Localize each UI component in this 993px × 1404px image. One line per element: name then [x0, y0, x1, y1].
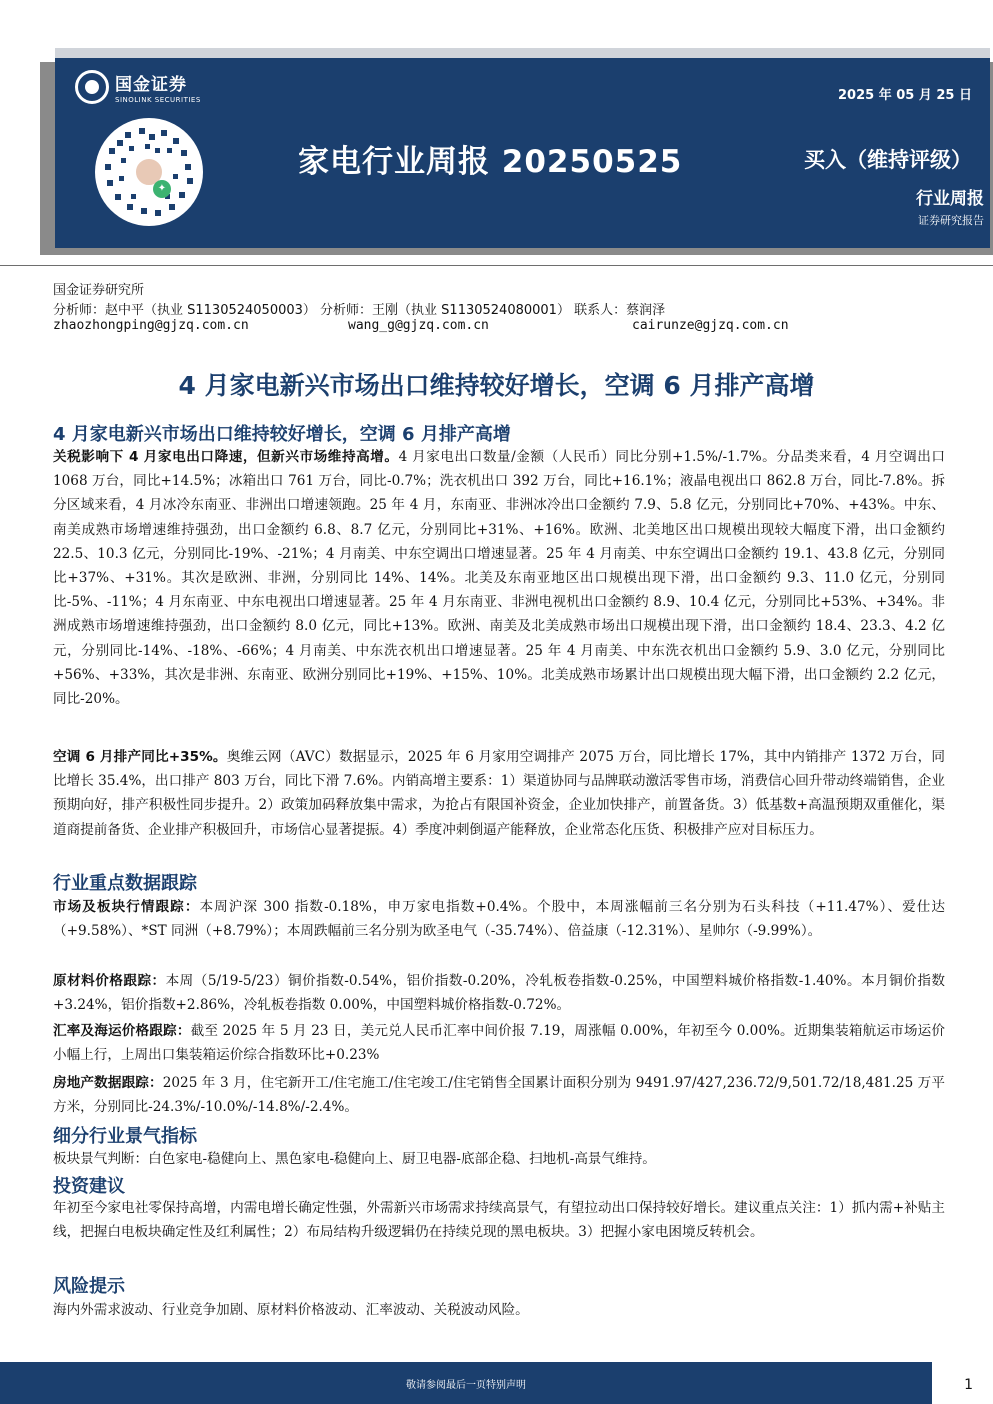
- brand-text: [115, 70, 201, 104]
- lead-fx: 汇率及海运价格跟踪：: [53, 1023, 191, 1039]
- section-title-risk: 风险提示: [53, 1276, 125, 1297]
- lead-material: 原材料价格跟踪：: [53, 973, 166, 989]
- email-link-wang[interactable]: wang_g@gjzq.com.cn: [348, 318, 489, 333]
- report-banner: [55, 48, 990, 248]
- lead-market: 市场及板块行情跟踪：: [53, 899, 200, 915]
- section-body-investment: 年初至今家电社零保持高增，内需电增长确定性强，外需新兴市场需求持续高景气，有望拉动出口保持较好增长。建议重点关注：1）抓内需+补贴主线，把握白电板块确定性及红利属性；2）布局结构升级逻辑仍在持续兑现的黑电板块。3）把握小家电困境反转机会。: [53, 1200, 945, 1241]
- header-divider: [0, 265, 993, 266]
- rating-badge: 买入（维持评级）: [804, 148, 972, 172]
- banner-stripe: [55, 48, 990, 58]
- lead-export: 关税影响下 4 月家电出口降速，但新兴市场维持高增。: [53, 449, 399, 465]
- page-footer: [0, 1362, 932, 1404]
- sinolink-logo-icon: [75, 70, 109, 104]
- lead-property: 房地产数据跟踪：: [53, 1075, 163, 1091]
- qr-code-icon: [95, 118, 203, 226]
- body-material: 本周（5/19-5/23）铜价指数-0.54%，铝价指数-0.20%，冷轧板卷指数-0.25%，中国塑料城价格指数-1.40%。本月铜价指数+3.24%，铝价指数+2.86%，冷轧板卷指数 0.00%，中国塑料城价格指数-0.72%。: [53, 973, 945, 1014]
- section-body-risk: 海内外需求波动、行业竞争加剧、原材料价格波动、汇率波动、关税波动风险。: [53, 1302, 529, 1318]
- mini-program-icon: ✦: [153, 180, 171, 198]
- report-type: 行业周报: [916, 189, 984, 209]
- fx-tracking: [53, 1019, 945, 1067]
- report-headline: 4 月家电新兴市场出口维持较好增长，空调 6 月排产高增: [178, 371, 815, 400]
- section-body-prosperity: 板块景气判断：白色家电-稳健向上、黑色家电-稳健向上、厨卫电器-底部企稳、扫地机-高景气维持。: [53, 1151, 656, 1167]
- section-title-data: 行业重点数据跟踪: [53, 873, 197, 894]
- property-tracking: [53, 1071, 945, 1119]
- brand-name-cn: 国金证券: [115, 75, 187, 95]
- email-link-cai[interactable]: cairunze@gjzq.com.cn: [632, 318, 789, 333]
- section-title-prosperity: 细分行业景气指标: [53, 1126, 197, 1147]
- section-body-ac: [53, 745, 945, 842]
- section-body-export: [53, 445, 945, 711]
- body-export: 4 月家电出口数量/金额（人民币）同比分别+1.5%/-1.7%。分品类来看，4 月空调出口 1068 万台，同比+14.5%；冰箱出口 761 万台，同比-0.7%；洗衣机出口 392 万台，同比+16.1%；液晶电视出口 862.8 万台，同比-7.8%。拆分区域来看，4 月冰冷东南亚、非洲出口增速领跑。25 年 4 月，东南亚、非洲冰冷出口金额约 7.9、5.8 亿元，分别同比+70%、+43%。中东、南美成熟市场增速维持强劲，出口金额约 6.8、8.7 亿元，分别同比+31%、+16%。欧洲、北美地区出口规模出现较大幅度下滑，出口金额约 22.5、10.3 亿元，分别同比-19%、-21%；4 月南美、中东空调出口增速显著。25 年 4 月南美、中东空调出口金额约 19.1、43.8 亿元，分别同比+37%、+31%。其次是欧洲、非洲，分别同比 14%、14%。北美及东南亚地区出口规模出现下滑，出口金额约 9.3、11.0 亿元，分别同比-5%、-11%；4 月东南亚、中东电视出口增速显著。25 年 4 月东南亚、非洲电视机出口金额约 8.9、10.4 亿元，分别同比+53%、+34%。非洲成熟市场增速维持强劲，出口金额约 8.0 亿元，同比+13%。欧洲、南美及北美成熟市场出口规模出现下滑，出口金额约 18.4、23.3、4.2 亿元，分别同比-14%、-18%、-66%；4 月南美、中东洗衣机出口增速显著。25 年 4 月南美、中东洗衣机出口金额约 5.9、3.0 亿元，分别同比+56%、+33%，其次是非洲、东南亚、欧洲分别同比+19%、+15%、10%。北美成熟市场累计出口规模出现大幅下滑，出口金额约 2.2 亿元，同比-20%。: [53, 449, 945, 708]
- material-tracking: [53, 969, 945, 1017]
- body-fx: 截至 2025 年 5 月 23 日，美元兑人民币汇率中间价报 7.19，周涨幅 0.00%，年初至今 0.00%。近期集装箱航运市场运价小幅上行，上周出口集装箱运价综合指数环比+0.23%: [53, 1023, 945, 1064]
- brand-logo: [75, 70, 201, 104]
- footer-notice: 敬请参阅最后一页特别声明: [406, 1380, 526, 1391]
- lead-ac: 空调 6 月排产同比+35%。: [53, 749, 227, 765]
- report-date: 2025 年 05 月 25 日: [838, 88, 972, 103]
- body-ac: 奥维云网（AVC）数据显示，2025 年 6 月家用空调排产 2075 万台，同比增长 17%，其中内销排产 1372 万台，同比增长 35.4%，出口排产 803 万台，同比下滑 7.6%。内销高增主要系：1）渠道协同与品牌联动激活零售市场，消费信心回升带动终端销售，企业预期向好，排产积极性同步提升。2）政策加码释放集中需求，为抢占有限国补资金，企业加快排产，前置备货。3）低基数+高温预期双重催化，渠道商提前备货、企业排产积极回升，市场信心显著提振。4）季度冲刺倒逼产能释放，企业常态化压货、积极排产应对目标压力。: [53, 749, 945, 838]
- section-title-export: 4 月家电新兴市场出口维持较好增长，空调 6 月排产高增: [53, 424, 511, 445]
- page-number: 1: [964, 1377, 973, 1393]
- section-title-investment: 投资建议: [53, 1176, 125, 1197]
- analyst-line: 分析师：赵中平（执业 S1130524050003） 分析师：王刚（执业 S1130524080001） 联系人：蔡润泽: [53, 303, 666, 318]
- report-kind: 证券研究报告: [918, 214, 984, 227]
- email-link-zhao[interactable]: zhaozhongping@gjzq.com.cn: [53, 318, 249, 333]
- market-tracking: [53, 895, 945, 943]
- institute-name: 国金证券研究所: [53, 283, 145, 298]
- body-property: 2025 年 3 月，住宅新开工/住宅施工/住宅竣工/住宅销售全国累计面积分别为 9491.97/427,236.72/9,501.72/18,481.25 万平方米，分别同比-24.3%/-10.0%/-14.8%/-2.4%。: [53, 1075, 945, 1116]
- body-market: 本周沪深 300 指数-0.18%，申万家电指数+0.4%。个股中，本周涨幅前三名分别为石头科技（+11.47%）、爱仕达（+9.58%）、*ST 同洲（+8.79%）；本周跌幅前三名分别为欧圣电气（-35.74%）、倍益康（-12.31%）、星帅尔（-9.99%）。: [53, 899, 946, 940]
- brand-name-en: SINOLINK SECURITIES: [115, 96, 201, 104]
- report-title: 家电行业周报 20250525: [298, 144, 683, 180]
